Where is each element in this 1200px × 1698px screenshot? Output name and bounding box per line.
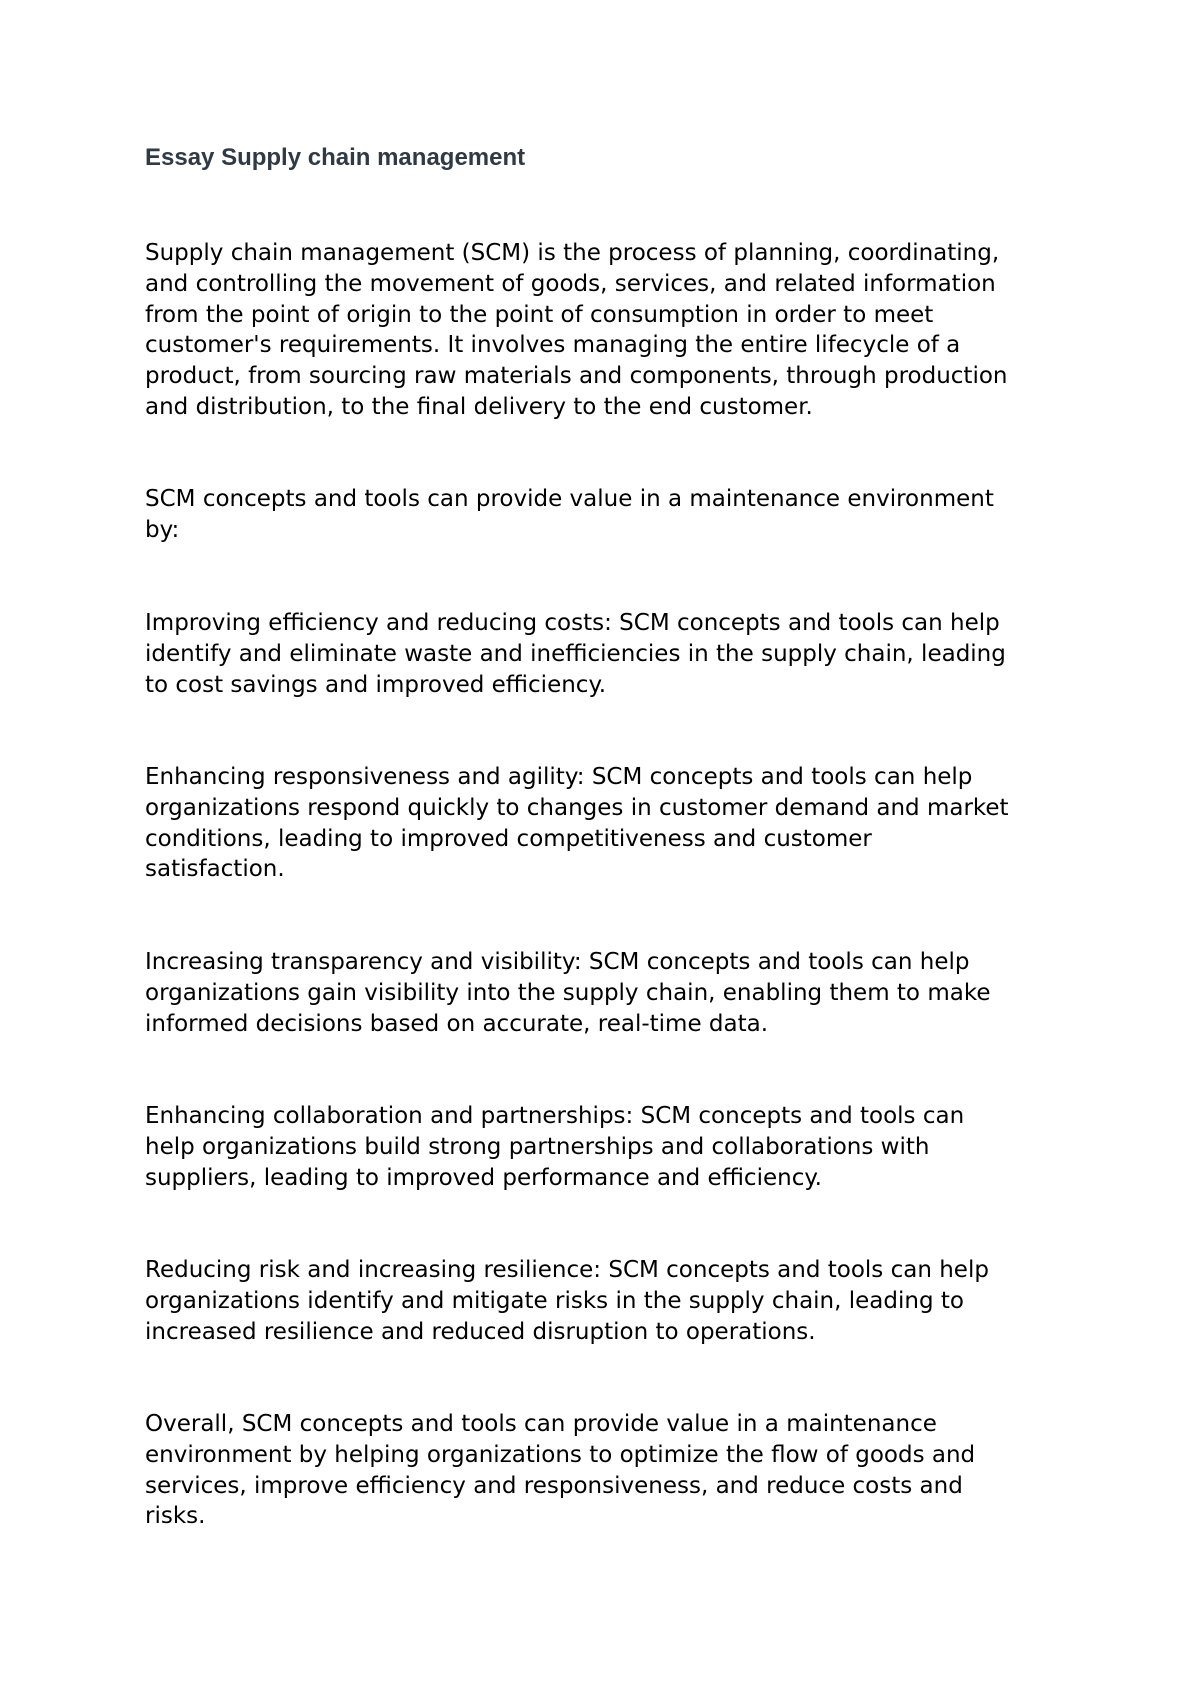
paragraph-transparency: Increasing transparency and visibility: SCM concepts and tools can help organizations gain visibility into the supply chain, enabling them to make informed decisions based on accurate, real-time data. [145, 949, 991, 1037]
paragraph-conclusion: Overall, SCM concepts and tools can provide value in a maintenance environment by helping organizations to optimize the flow of goods and services, improve efficiency and responsiveness, and reduce costs and risks. [145, 1411, 976, 1530]
paragraph-collaboration: Enhancing collaboration and partnerships: SCM concepts and tools can help organizations build strong partnerships and collaborations with suppliers, leading to improved performance and efficiency. [145, 1103, 965, 1191]
paragraph-value-intro: SCM concepts and tools can provide value in a maintenance environment by: [145, 486, 994, 543]
paragraph-risk: Reducing risk and increasing resilience: SCM concepts and tools can help organizations identify and mitigate risks in the supply chain, leading to increased resilience and reduced disruption to operations. [145, 1257, 989, 1345]
document-title: Essay Supply chain management [145, 144, 526, 171]
paragraph-efficiency: Improving efficiency and reducing costs: SCM concepts and tools can help identify and eliminate waste and inefficiencies in the supply chain, leading to cost savings and improved efficiency. [145, 610, 1006, 698]
paragraph-scm-definition: Supply chain management (SCM) is the process of planning, coordinating, and controlling the movement of goods, services, and related information from the point of origin to the point of consumption in order to meet customer's requirements. It involves managing the entire lifecycle of a product, from sourcing raw materials and components, through production and distribution, to the final delivery to the end customer. [145, 240, 1008, 420]
paragraph-responsiveness: Enhancing responsiveness and agility: SCM concepts and tools can help organizations respond quickly to changes in customer demand and market conditions, leading to improved competitiveness and customer satisfaction. [145, 764, 1009, 883]
